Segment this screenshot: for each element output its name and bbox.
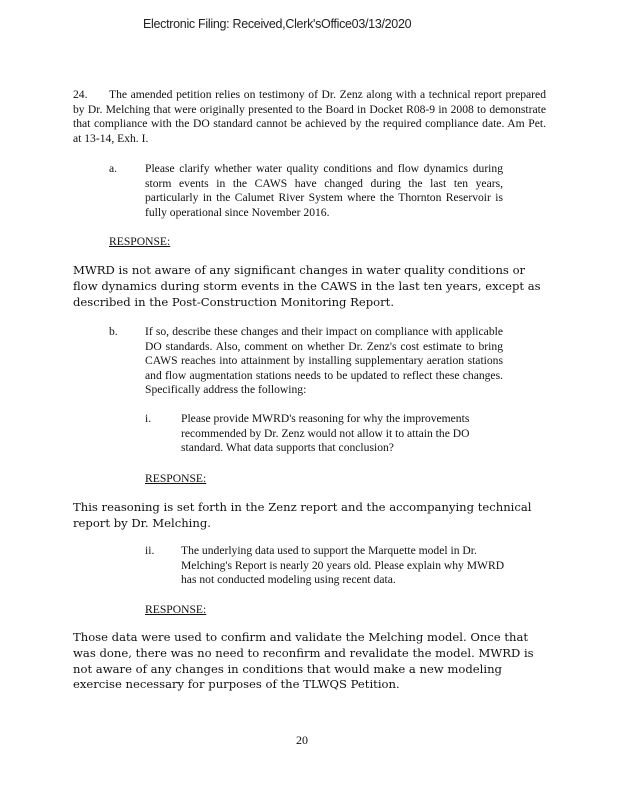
item-24-text: The amended petition relies on testimony of Dr. Zenz along with a technical report prepared by Dr. Melching that were originally presented to the Board in Docket R08-9 in 2008 to demonstrate that compliance with the DO standard cannot be achieved by the required compliance date. Am Pet. at 13-14, Exh. I. — [73, 88, 546, 145]
question-a-label: a. — [109, 162, 118, 175]
response-b-i-label: RESPONSE: — [145, 472, 207, 485]
response-a-label: RESPONSE: — [109, 235, 171, 248]
question-b-label: b. — [109, 325, 118, 338]
question-b-text: If so, describe these changes and their impact on compliance with applicable DO standards. Also, comment on whether Dr. Zenz's cost estimate to bring CAWS reaches into attainment by installing supplementary aeration stations and flow augmentation stations needs to be updated to reflect these changes. Specifically address the following: — [145, 325, 503, 397]
question-a-text: Please clarify whether water quality conditions and flow dynamics during storm events in the CAWS have changed during the last ten years, particularly in the Calumet River System where the Thornton Reservoir is fully operational since November 2016. — [145, 162, 503, 219]
question-b-ii-text: The underlying data used to support the Marquette model in Dr. Melching's Report is nearly 20 years old. Please explain why MWRD has not conducted modeling using recent data. — [181, 544, 505, 587]
page-number: 20 — [296, 733, 308, 747]
item-24-paragraph — [73, 88, 546, 146]
response-b-ii-text: Those data were used to confirm and validate the Melching model. Once that was done, there was no need to reconfirm and revalidate the model. MWRD is not aware of any changes in conditions that would make a new modeling exercise necessary for purposes of the TLWQS Petition. — [73, 630, 534, 692]
question-b-ii-label: ii. — [145, 544, 155, 557]
question-b-i-label: i. — [145, 412, 152, 425]
filing-stamp: Electronic Filing: Received,Clerk'sOffice03/13/2020 — [143, 17, 412, 31]
question-b-i-text: Please provide MWRD's reasoning for why the improvements recommended by Dr. Zenz would not allow it to attain the DO standard. What data supports that conclusion? — [181, 412, 470, 455]
response-a-text: MWRD is not aware of any significant changes in water quality conditions or flow dynamics during storm events in the CAWS in the last ten years, except as described in the Post-Construction Monitoring Report. — [73, 263, 541, 309]
item-24-number: 24. — [73, 88, 88, 101]
response-b-ii-label: RESPONSE: — [145, 603, 207, 616]
response-b-i-text: This reasoning is set forth in the Zenz report and the accompanying technical report by Dr. Melching. — [73, 500, 532, 530]
